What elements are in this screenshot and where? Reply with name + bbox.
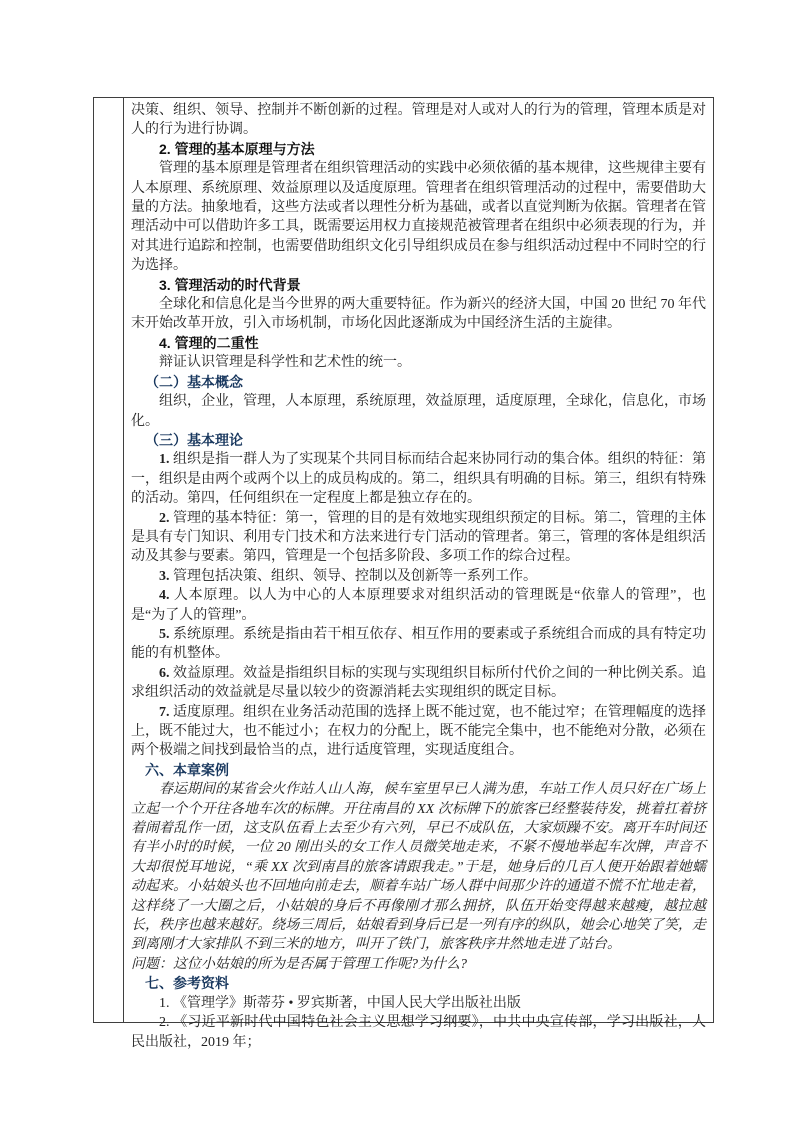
item-number: 5.: [159, 626, 174, 642]
paragraph-duality: 辩证认识管理是科学性和艺术性的统一。: [159, 355, 411, 371]
table-content-cell: [124, 98, 713, 1050]
heading-principles-methods: 2. 管理的基本原理与方法: [159, 140, 315, 157]
item-text: 管理包括决策、组织、领导、控制以及创新等一系列工作。: [173, 568, 537, 584]
theory-item-4: [131, 586, 706, 625]
table-left-empty-column: [94, 98, 124, 1022]
theory-item-1: [131, 450, 706, 508]
item-text: 人本原理。以人为中心的人本原理要求对组织活动的管理既是“依靠人的管理”，也是“为了人的管理”。: [131, 588, 706, 623]
reference-item-1: 1. 《管理学》斯蒂芬 • 罗宾斯著，中国人民大学出版社出版: [159, 995, 521, 1011]
item-number: 3.: [159, 568, 173, 584]
reference-item-2: 2. 《习近平新时代中国特色社会主义思想学习纲要》，中共中央宣传部，学习出版社，人民出版社，2019 年；: [131, 1015, 706, 1050]
item-number: 4.: [159, 588, 174, 604]
theory-item-6: [131, 664, 706, 703]
item-text: 系统原理。系统是指由若干相互依存、相互作用的要素或子系统组合而成的具有特定功能的有机整体。: [131, 626, 707, 662]
heading-references: 七、参考资料: [145, 975, 229, 992]
heading-basic-theories: （三）基本理论: [145, 431, 243, 448]
item-number: 1.: [159, 452, 174, 468]
heading-era-background: 3. 管理活动的时代背景: [159, 276, 301, 293]
heading-duality: 4. 管理的二重性: [159, 334, 259, 351]
item-text: 管理的基本特征：第一，管理的目的是有效地实现组织预定的目标。第二，管理的主体是具有专门知识、利用专门技术和方法来进行专门活动的管理者。第三，管理的客体是组织活动及其参与要素。第四，管理是一个包括多阶段、多项工作的综合过程。: [131, 510, 707, 565]
continuation-paragraph: 决策、组织、领导、控制并不断创新的过程。管理是对人或对人的行为的管理，管理本质是对人的行为进行协调。: [131, 103, 706, 138]
item-text: 适度原理。组织在业务活动范围的选择上既不能过宽，也不能过窄；在管理幅度的选择上，既不能过大，也不能过小；在权力的分配上，既不能完全集中，也不能绝对分散，必须在两个极端之间找到最恰当的点，进行适度管理，实现适度组合。: [131, 704, 707, 759]
heading-chapter-case: 六、本章案例: [145, 761, 229, 778]
case-question: 问题：这位小姑娘的所为是否属于管理工作呢?为什么?: [131, 956, 467, 972]
item-number: 6.: [159, 665, 174, 681]
lesson-plan-table: [93, 97, 714, 1050]
theory-item-5: [131, 625, 706, 664]
item-number: 7.: [159, 704, 174, 720]
paragraph-principles-methods: 管理的基本原理是管理者在组织管理活动的实践中必须依循的基本规律，这些规律主要有人本原理、系统原理、效益原理以及适度原理。管理者在组织管理活动的过程中，需要借助大量的方法。抽象地看，这些方法或者以理性分析为基础，或者以直觉判断为依据。管理者在管理活动中可以借助许多工具，既需要运用权力直接规范被管理者在组织中必须表现的行为，并对其进行追踪和控制，也需要借助组织文化引导组织成员在参与组织活动过程中不同时空的行为选择。: [131, 161, 706, 274]
paragraph-basic-concepts: 组织，企业，管理，人本原理，系统原理，效益原理，适度原理，全球化，信息化，市场化。: [131, 394, 706, 429]
theory-item-2: [131, 509, 706, 567]
case-study-paragraph: 春运期间的某省会火作站人山人海，候车室里早已人满为患，车站工作人员只好在广场上立起一个个开往各地车次的标牌。开往南昌的 XX 次标牌下的旅客已经整装待发，挑着扛着挤着闹着乱作一团，这支队伍看上去至少有六列，早已不成队伍，大家烦躁不安。离开车时间还有半小时的时候，一位 20 刚出头的女工作人员微笑地走来，不紧不慢地举起车次牌，声音不大却很悦耳地说，“乘 XX 次到南昌的旅客请跟我走。”于是，她身后的几百人便开始跟着她蠕动起来。小姑娘头也不回地向前走去，顺着车站广场人群中间那少许的通道不慌不忙地走着，这样绕了一大圈之后，小姑娘的身后不再像刚才那么拥挤，队伍开始变得越来越瘦，越拉越长，秩序也越来越好。绕场三周后，姑娘看到身后已是一列有序的纵队，她会心地笑了笑，走到离刚才大家排队不到三米的地方，叫开了铁门，旅客秩序井然地走进了站台。: [131, 782, 706, 953]
heading-basic-concepts: （二）基本概念: [145, 373, 243, 390]
item-text: 效益原理。效益是指组织目标的实现与实现组织目标所付代价之间的一种比例关系。追求组织活动的效益就是尽量以较少的资源消耗去实现组织的既定目标。: [131, 665, 707, 701]
item-number: 2.: [159, 510, 174, 526]
paragraph-era-background: 全球化和信息化是当今世界的两大重要特征。作为新兴的经济大国，中国 20 世纪 70 年代末开始改革开放，引入市场机制，市场化因此逐渐成为中国经济生活的主旋律。: [131, 297, 706, 332]
item-text: 组织是指一群人为了实现某个共同目标而结合起来协同行动的集合体。组织的特征：第一，组织是由两个或两个以上的成员构成的。第二，组织具有明确的目标。第三，组织有特殊的活动。第四，任何组织在一定程度上都是独立存在的。: [131, 452, 707, 507]
theory-item-7: [131, 703, 706, 761]
theory-item-3: [131, 567, 706, 586]
